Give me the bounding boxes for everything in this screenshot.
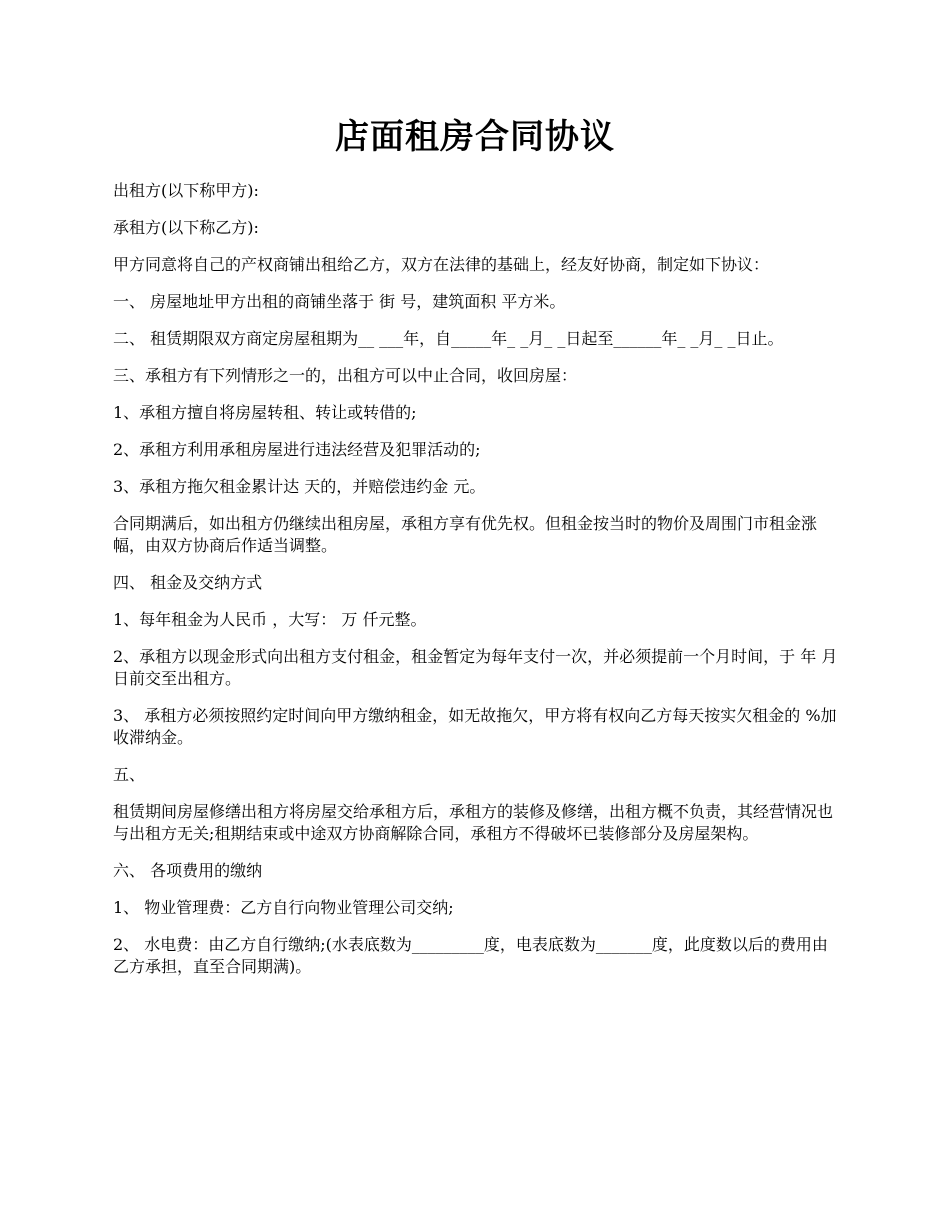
- preamble-paragraph: 甲方同意将自己的产权商铺出租给乙方，双方在法律的基础上，经友好协商，制定如下协议：: [113, 255, 770, 274]
- clause-3-item-1: 1、承租方擅自将房屋转租、转让或转借的;: [113, 403, 417, 422]
- clause-3-heading: 三、承租方有下列情形之一的，出租方可以中止合同，收回房屋：: [113, 366, 578, 385]
- clause-6-item-1: 1、 物业管理费：乙方自行向物业管理公司交纳;: [113, 898, 454, 917]
- clause-5-paragraph: 租赁期间房屋修缮出租方将房屋交给承租方后，承租方的装修及修缮，出租方概不负责，其经营情况也与出租方无关;租期结束或中途双方协商解除合同，承租方不得破坏已装修部分及房屋架构。: [113, 802, 834, 843]
- clause-2-term: 二、 租赁期限双方商定房屋租期为__ ___年，自_____年_ _月_ _日起至______年_ _月_ _日止。: [113, 329, 784, 348]
- renewal-paragraph: 合同期满后，如出租方仍继续出租房屋，承租方享有优先权。但租金按当时的物价及周围门市租金涨幅，由双方协商后作适当调整。: [113, 514, 818, 555]
- clause-3-item-3: 3、承租方拖欠租金累计达 天的，并赔偿违约金 元。: [113, 477, 486, 496]
- document-body: [113, 180, 841, 993]
- clause-4-heading: 四、 租金及交纳方式: [113, 573, 263, 592]
- document-title: 店面租房合同协议: [335, 117, 615, 157]
- clause-4-item-1: 1、每年租金为人民币 ，大写： 万 仟元整。: [113, 610, 427, 629]
- clause-6-item-2: 2、 水电费：由乙方自行缴纳;(水表底数为_________度，电表底数为_______度，此度数以后的费用由乙方承担，直至合同期满)。: [113, 935, 828, 976]
- party-a-line: 出租方(以下称甲方):: [113, 181, 259, 200]
- clause-5-heading: 五、: [113, 765, 146, 784]
- clause-1-address: 一、 房屋地址甲方出租的商铺坐落于 街 号，建筑面积 平方米。: [113, 292, 566, 311]
- clause-6-heading: 六、 各项费用的缴纳: [113, 861, 263, 880]
- clause-4-item-2: 2、承租方以现金形式向出租方支付租金，租金暂定为每年支付一次，并必须提前一个月时间，于 年 月 日前交至出租方。: [113, 647, 838, 688]
- clause-3-item-2: 2、承租方利用承租房屋进行违法经营及犯罪活动的;: [113, 440, 481, 459]
- party-b-line: 承租方(以下称乙方):: [113, 218, 259, 237]
- clause-4-item-3: 3、 承租方必须按照约定时间向甲方缴纳租金，如无故拖欠，甲方将有权向乙方每天按实欠租金的 %加收滞纳金。: [113, 706, 837, 747]
